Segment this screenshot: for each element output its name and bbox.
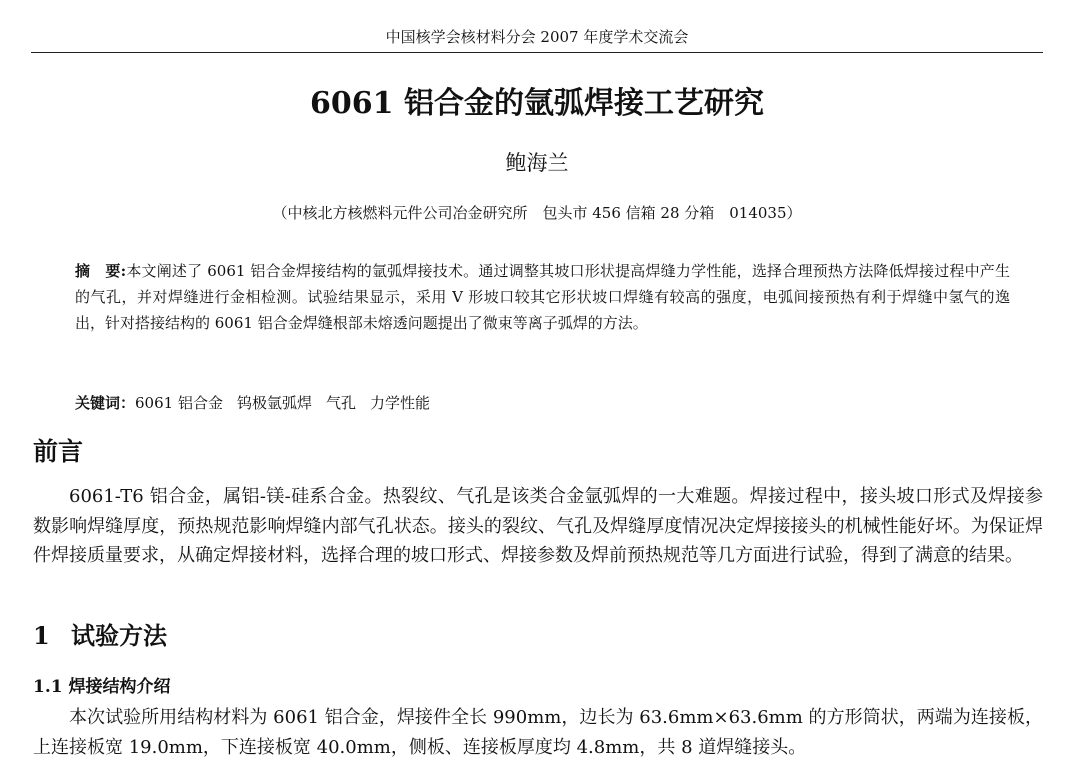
header-rule bbox=[31, 52, 1043, 53]
section-heading-method bbox=[33, 618, 167, 654]
keywords-label: 关键词： bbox=[75, 394, 136, 412]
author-affiliation: （中核北方核燃料元件公司冶金研究所 包头市 456 信箱 28 分箱 014035） bbox=[272, 204, 802, 222]
abstract bbox=[75, 258, 1010, 336]
keyword: 钨极氩弧焊 bbox=[236, 394, 312, 412]
author-name: 鲍海兰 bbox=[505, 151, 569, 175]
section-title: 试验方法 bbox=[71, 621, 167, 650]
keywords bbox=[75, 390, 1010, 416]
preface-paragraph: 6061-T6 铝合金，属铝-镁-硅系合金。热裂纹、气孔是该类合金氩弧焊的一大难题。焊接过程中，接头坡口形式及焊接参数影响焊缝厚度，预热规范影响焊缝内部气孔状态。接头的裂纹、气孔及焊缝厚度情况决定焊接接头的机械性能好坏。为保证焊件焊接质量要求，从确定焊接材料，选择合理的坡口形式、焊接参数及焊前预热规范等几方面进行试验，得到了满意的结果。 bbox=[33, 486, 1043, 566]
keyword: 6061 铝合金 bbox=[135, 394, 223, 412]
abstract-text: 本文阐述了 6061 铝合金焊接结构的氩弧焊接技术。通过调整其坡口形状提高焊缝力学性能，选择合理预热方法降低焊接过程中产生的气孔，并对焊缝进行金相检测。试验结果显示，采用 V 形坡口较其它形状坡口焊缝有较高的强度，电弧间接预热有利于焊缝中氢气的逸出，针对搭接结构的 6061 铝合金焊缝根部未熔透问题提出了微束等离子弧焊的方法。 bbox=[75, 262, 1010, 332]
paper-title: 6061 铝合金的氩弧焊接工艺研究 bbox=[310, 86, 764, 121]
subsection-heading: 1.1 焊接结构介绍 bbox=[33, 677, 171, 697]
running-header: 中国核学会核材料分会 2007 年度学术交流会 bbox=[385, 28, 689, 46]
abstract-label: 摘 要: bbox=[75, 262, 127, 280]
keyword: 力学性能 bbox=[370, 394, 431, 412]
keyword: 气孔 bbox=[325, 394, 356, 412]
section-heading-preface: 前言 bbox=[33, 437, 84, 466]
method-paragraph: 本次试验所用结构材料为 6061 铝合金，焊接件全长 990mm，边长为 63.6mm×63.6mm 的方形筒状，两端为连接板，上连接板宽 19.0mm，下连接板宽 40.0mm，侧板、连接板厚度均 4.8mm，共 8 道焊缝接头。 bbox=[33, 707, 1043, 758]
section-number: 1 bbox=[33, 621, 50, 650]
